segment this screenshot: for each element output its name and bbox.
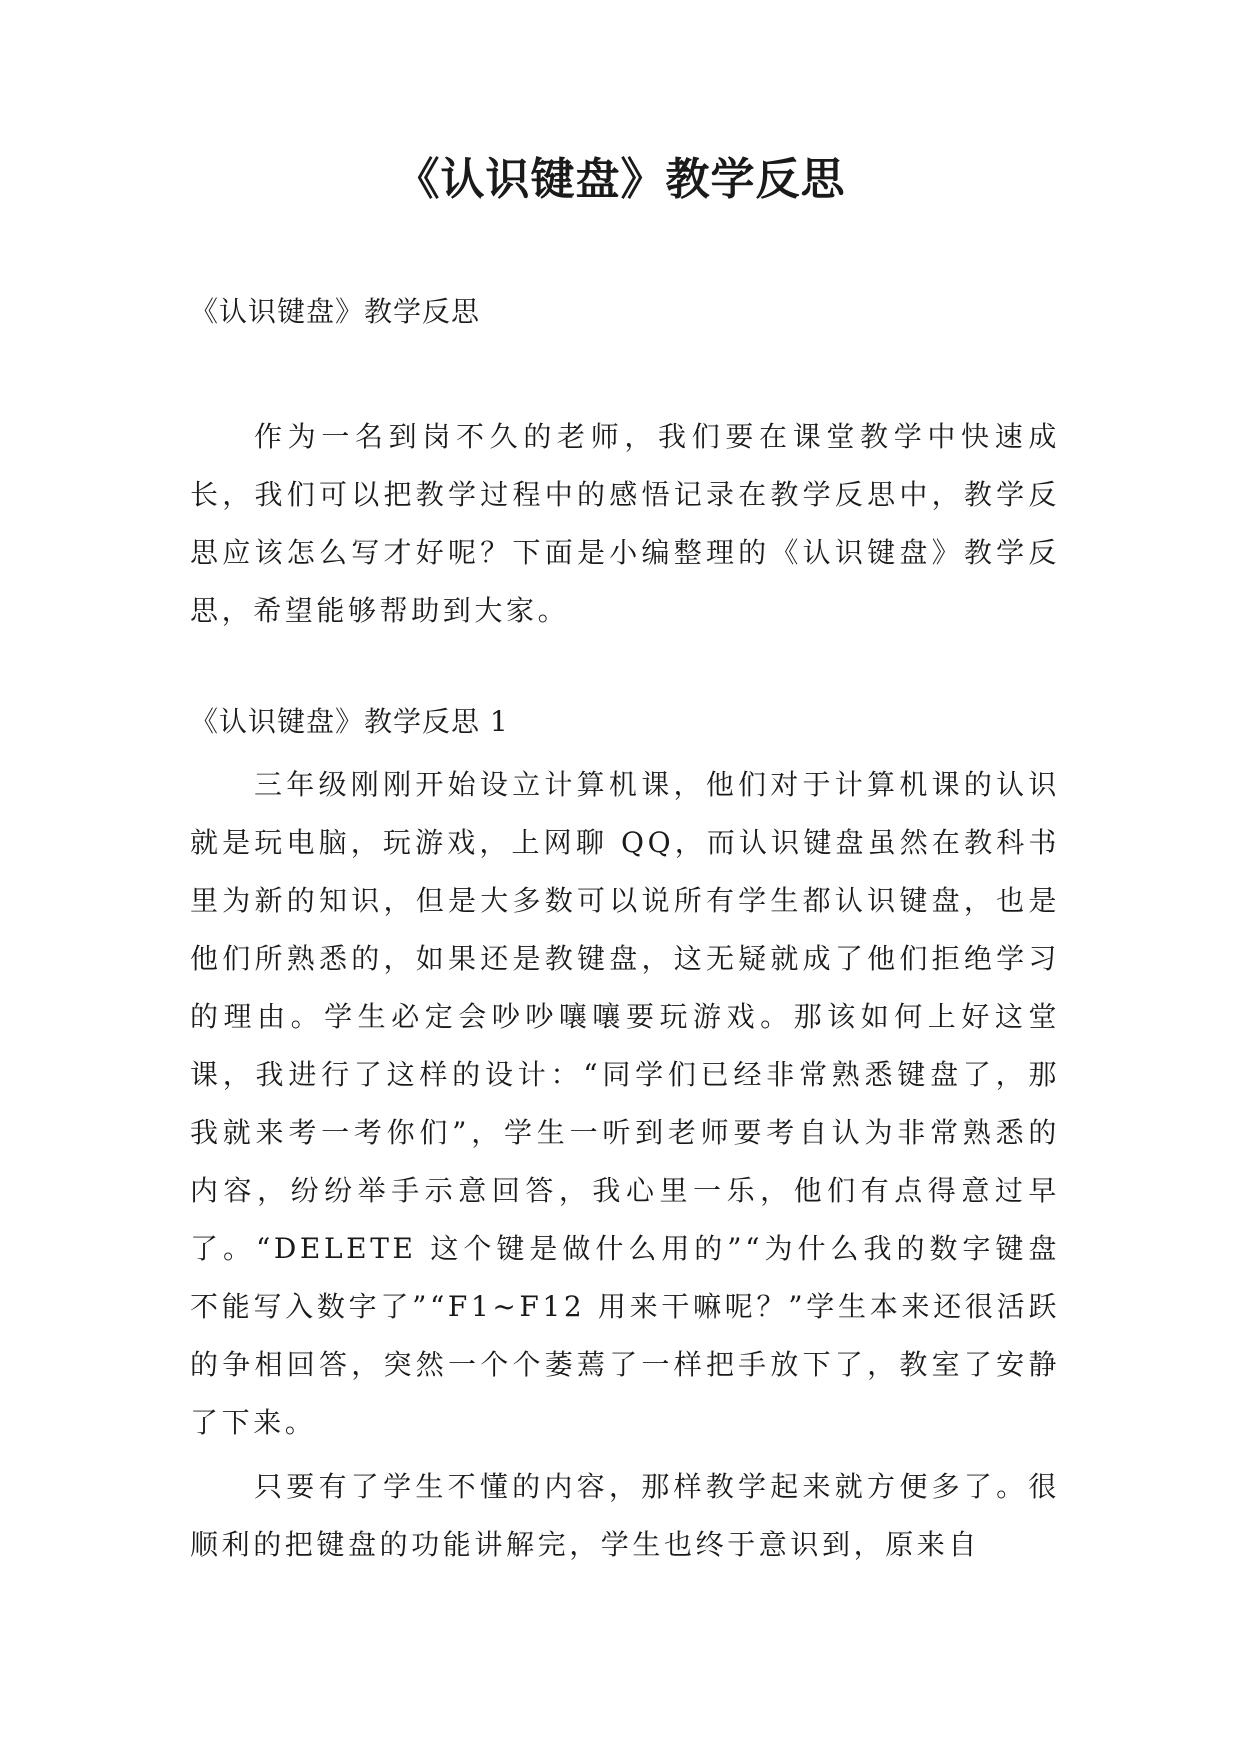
document-title: 《认识键盘》教学反思: [395, 154, 846, 205]
document-subtitle: 《认识键盘》教学反思: [190, 295, 481, 328]
section-heading: 《认识键盘》教学反思 1: [190, 705, 509, 738]
body-paragraph-1: 三年级刚刚开始设立计算机课，他们对于计算机课的认识就是玩电脑，玩游戏，上网聊 QQ，而认识键盘虽然在教科书里为新的知识，但是大多数可以说所有学生都认识键盘，也是他们所熟悉的，如果还是教键盘，这无疑就成了他们拒绝学习的理由。学生必定会吵吵嚷嚷要玩游戏。那该如何上好这堂课，我进行了这样的设计：“同学们已经非常熟悉键盘了，那我就来考一考你们”，学生一听到老师要考自认为非常熟悉的内容，纷纷举手示意回答，我心里一乐，他们有点得意过早了。“DELETE 这个键是做什么用的”“为什么我的数字键盘不能写入数字了”“F1~F12 用来干嘛呢？”学生本来还很活跃的争相回答，突然一个个萎蔫了一样把手放下了，教室了安静了下来。: [190, 768, 1060, 1439]
intro-paragraph: 作为一名到岗不久的老师，我们要在课堂教学中快速成长，我们可以把教学过程中的感悟记录在教学反思中，教学反思应该怎么写才好呢？下面是小编整理的《认识键盘》教学反思，希望能够帮助到大家。: [190, 420, 1060, 627]
body-paragraph-2: 只要有了学生不懂的内容，那样教学起来就方便多了。很顺利的把键盘的功能讲解完，学生也终于意识到，原来自: [190, 1470, 1060, 1561]
